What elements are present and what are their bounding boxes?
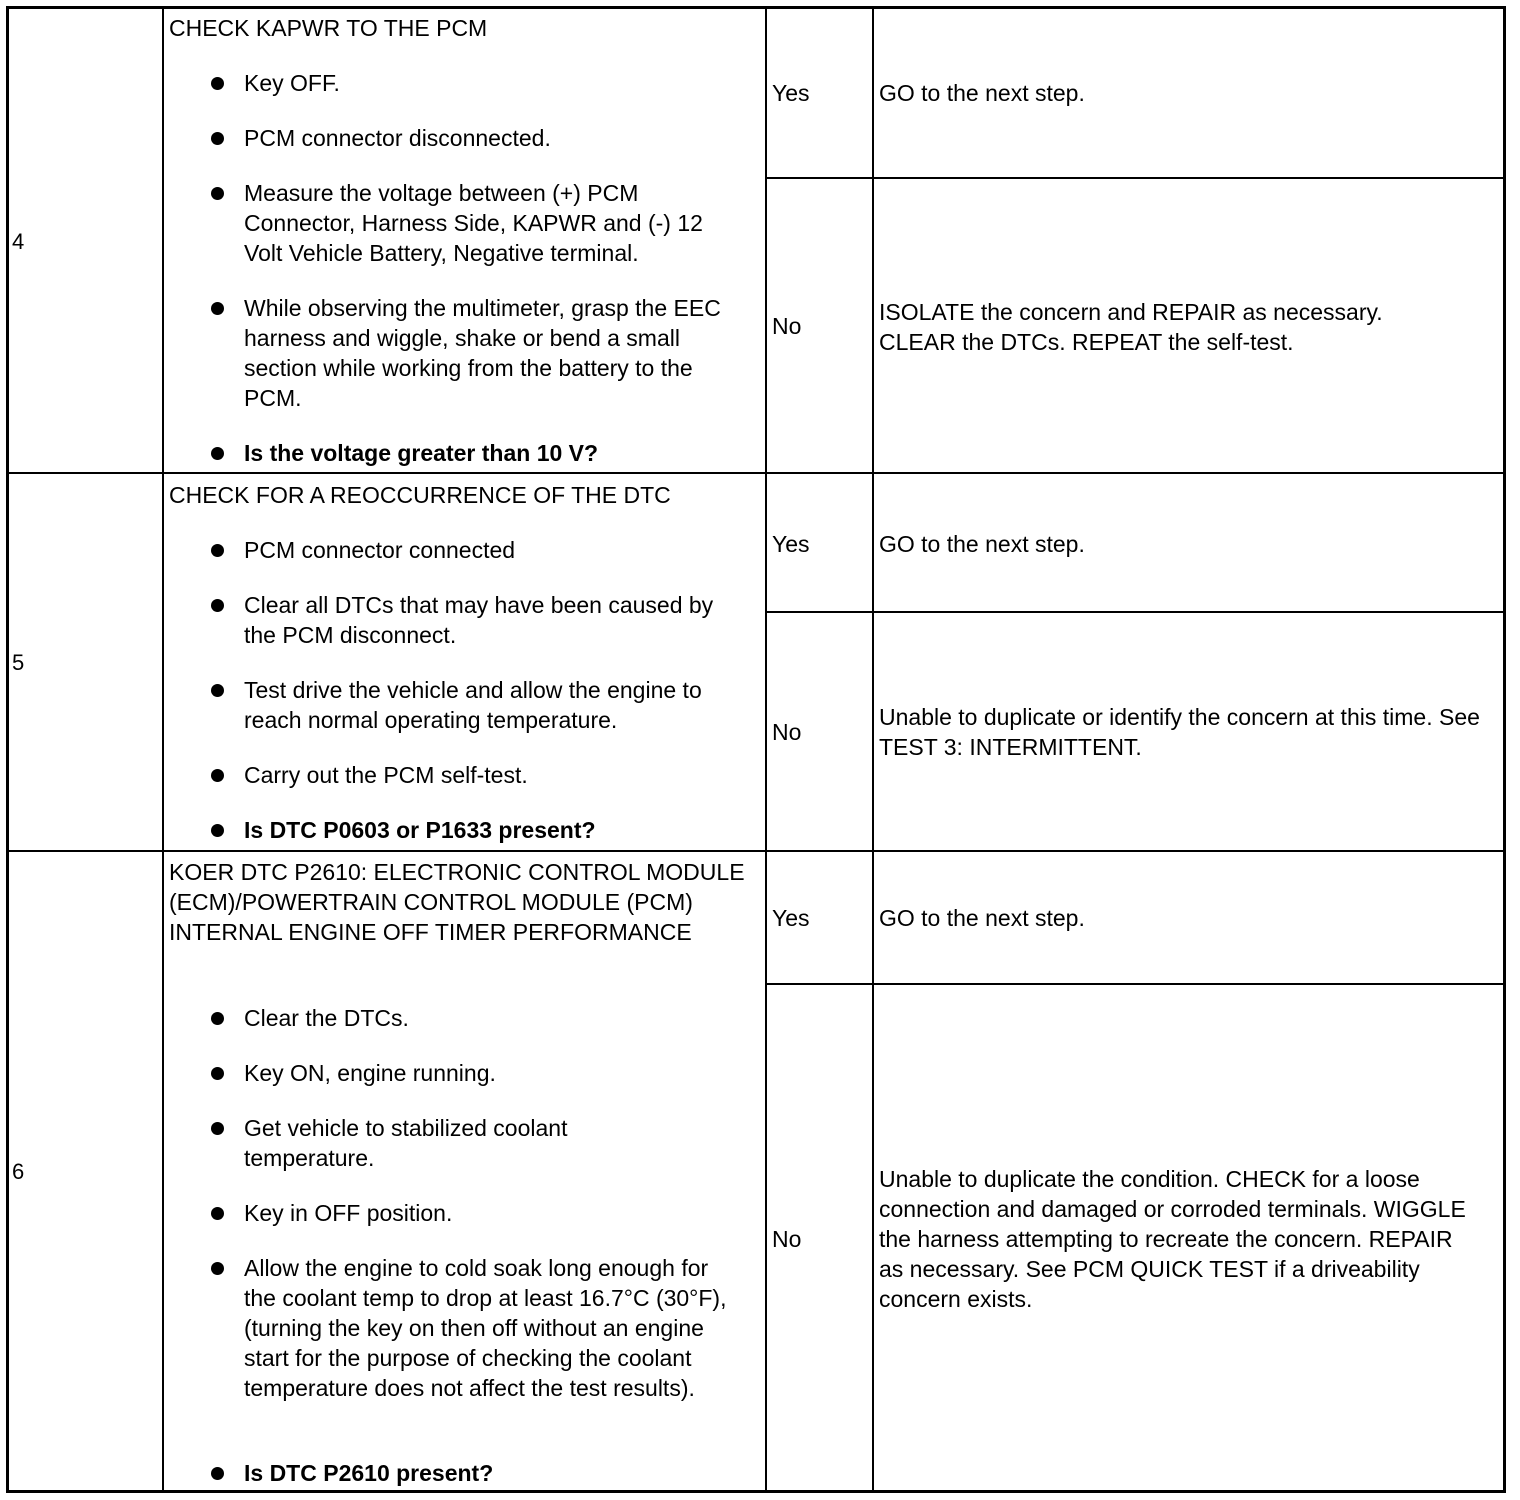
step-bullet: Test drive the vehicle and allow the engine to reach normal operating temperature. [244, 675, 734, 735]
row-divider [7, 472, 1506, 474]
step-bullet: Clear all DTCs that may have been caused by the PCM disconnect. [244, 590, 734, 650]
step-bullet: Get vehicle to stabilized coolant temperature. [244, 1113, 644, 1173]
step-question: Is DTC P2610 present? [244, 1458, 744, 1488]
column-divider [872, 7, 874, 1493]
answer-divider [766, 983, 1506, 985]
step-heading: CHECK FOR A REOCCURRENCE OF THE DTC [169, 482, 671, 508]
column-divider [162, 7, 164, 1493]
step-bullet: Allow the engine to cold soak long enough for the coolant temp to drop at least 16.7°C (30°F), (turning the key on then off without an engine start for the purpose of checking the coolant temperature does not affect the test results). [244, 1253, 739, 1403]
step-heading: CHECK KAPWR TO THE PCM [169, 15, 488, 41]
no-label: No [772, 1226, 802, 1252]
step-bullet: Key ON, engine running. [244, 1058, 744, 1088]
column-divider [765, 7, 767, 1493]
step-bullet: PCM connector disconnected. [244, 123, 744, 153]
no-label: No [772, 313, 802, 339]
yes-label: Yes [772, 531, 810, 557]
step-question: Is the voltage greater than 10 V? [244, 438, 744, 468]
step-question: Is DTC P0603 or P1633 present? [244, 815, 744, 845]
step-bullet: Key OFF. [244, 68, 744, 98]
step-bullet: While observing the multimeter, grasp the EEC harness and wiggle, shake or bend a small section while working from the battery to the PCM. [244, 293, 744, 413]
yes-label: Yes [772, 905, 810, 931]
no-action: Unable to duplicate or identify the concern at this time. See TEST 3: INTERMITTENT. [879, 704, 1480, 760]
yes-action: GO to the next step. [879, 80, 1085, 106]
step-number: 4 [12, 229, 25, 254]
no-label: No [772, 719, 802, 745]
step-bullet: PCM connector connected [244, 535, 744, 565]
step-bullet: Carry out the PCM self-test. [244, 760, 744, 790]
step-bullet: Key in OFF position. [244, 1198, 744, 1228]
yes-action: GO to the next step. [879, 905, 1085, 931]
step-heading: KOER DTC P2610: ELECTRONIC CONTROL MODULE (ECM)/POWERTRAIN CONTROL MODULE (PCM) INTERNAL ENGINE OFF TIMER PERFORMANCE [169, 859, 745, 945]
step-number: 6 [12, 1159, 25, 1184]
yes-action: GO to the next step. [879, 531, 1085, 557]
step-bullet: Measure the voltage between (+) PCM Connector, Harness Side, KAPWR and (-) 12 Volt Vehicle Battery, Negative terminal. [244, 178, 734, 268]
row-divider [7, 850, 1506, 852]
step-bullet: Clear the DTCs. [244, 1003, 744, 1033]
no-action: ISOLATE the concern and REPAIR as necessary. CLEAR the DTCs. REPEAT the self-test. [879, 299, 1383, 355]
no-action: Unable to duplicate the condition. CHECK for a loose connection and damaged or corroded terminals. WIGGLE the harness attempting to recreate the concern. REPAIR as necessary. See PCM QUICK TEST if a driveability concern exists. [879, 1166, 1466, 1312]
yes-label: Yes [772, 80, 810, 106]
answer-divider [766, 177, 1506, 179]
step-number: 5 [12, 650, 25, 675]
answer-divider [766, 611, 1506, 613]
